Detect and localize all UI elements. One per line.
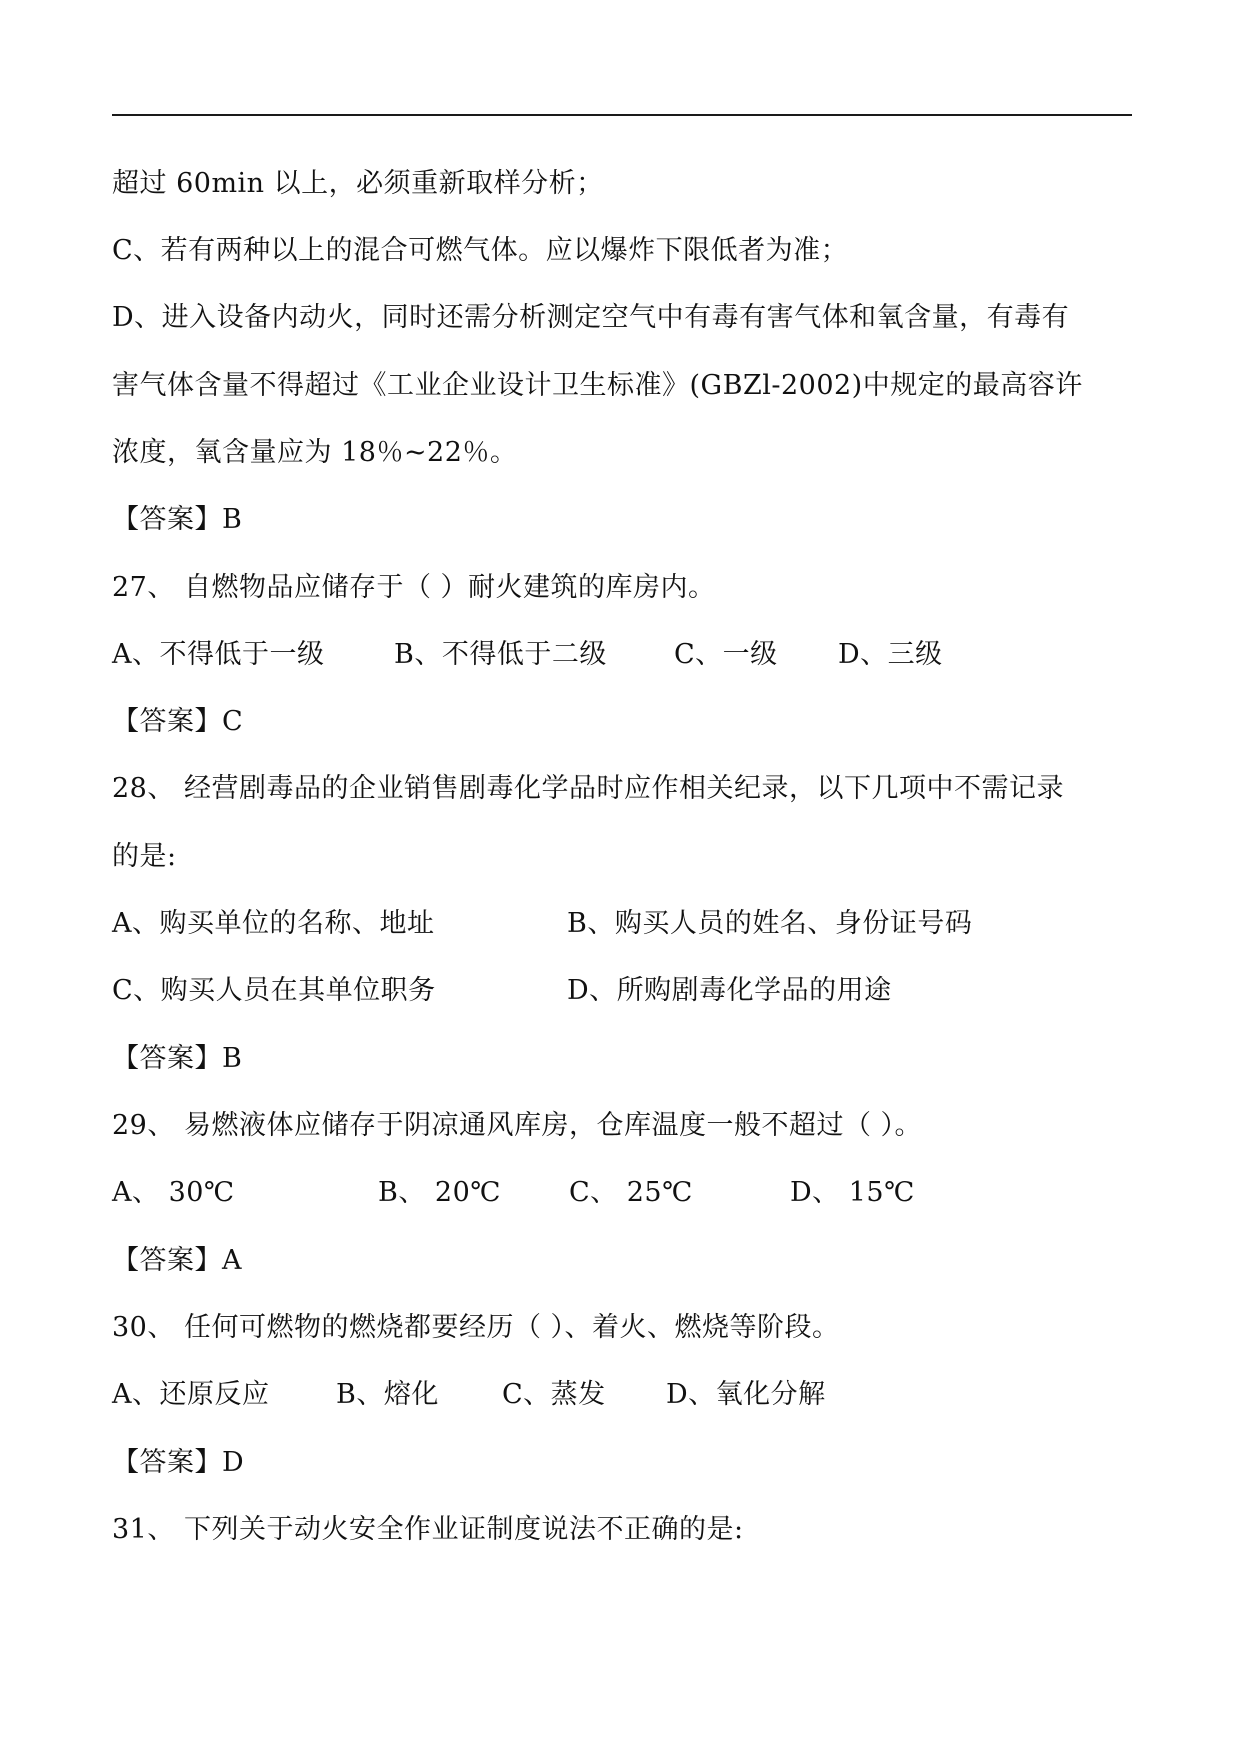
header-rule bbox=[112, 114, 1132, 116]
option-d-cont: 害气体含量不得超过《工业企业设计卫生标准》(GBZl-2002)中规定的最高容许 bbox=[112, 370, 1083, 401]
option-b: B、不得低于二级 bbox=[394, 639, 607, 670]
option-c: C、若有两种以上的混合可燃气体。应以爆炸下限低者为准； bbox=[112, 235, 849, 266]
question-28: 28、 经营剧毒品的企业销售剧毒化学品时应作相关纪录，以下几项中不需记录 bbox=[112, 773, 1064, 804]
question-27: 27、 自燃物品应储存于（ ）耐火建筑的库房内。 bbox=[112, 572, 716, 603]
intro-line: 超过 60min 以上，必须重新取样分析； bbox=[112, 168, 604, 199]
option-b: B、购买人员的姓名、身份证号码 bbox=[567, 908, 973, 939]
question-28-cont: 的是: bbox=[112, 841, 177, 872]
options-row bbox=[112, 637, 943, 673]
question-31: 31、 下列关于动火安全作业证制度说法不正确的是: bbox=[112, 1514, 744, 1545]
answer: 【答案】D bbox=[112, 1447, 245, 1478]
question-30: 30、 任何可燃物的燃烧都要经历（ ）、着火、燃烧等阶段。 bbox=[112, 1312, 840, 1343]
options-row bbox=[112, 1175, 915, 1211]
option-d: D、所购剧毒化学品的用途 bbox=[567, 975, 892, 1006]
option-d: D、进入设备内动火，同时还需分析测定空气中有毒有害气体和氧含量，有毒有 bbox=[112, 302, 1070, 333]
option-c: C、一级 bbox=[674, 639, 778, 670]
option-d: D、氧化分解 bbox=[666, 1379, 826, 1410]
option-d: D、三级 bbox=[838, 639, 943, 670]
option-c: C、购买人员在其单位职务 bbox=[112, 975, 436, 1006]
answer: 【答案】C bbox=[112, 706, 244, 737]
question-29: 29、 易燃液体应储存于阴凉通风库房，仓库温度一般不超过（ ）。 bbox=[112, 1110, 923, 1141]
answer: 【答案】A bbox=[112, 1245, 242, 1276]
options-row bbox=[112, 1377, 826, 1413]
option-a: A、不得低于一级 bbox=[112, 639, 325, 670]
option-b: B、熔化 bbox=[336, 1379, 439, 1410]
option-a: A、购买单位的名称、地址 bbox=[112, 908, 435, 939]
option-a: A、 30℃ bbox=[112, 1177, 235, 1208]
options-row bbox=[112, 906, 972, 942]
options-row bbox=[112, 973, 892, 1009]
option-c: C、 25℃ bbox=[569, 1177, 693, 1208]
option-c: C、蒸发 bbox=[502, 1379, 606, 1410]
answer: 【答案】B bbox=[112, 1043, 243, 1074]
answer: 【答案】B bbox=[112, 504, 243, 535]
option-b: B、 20℃ bbox=[378, 1177, 501, 1208]
option-a: A、还原反应 bbox=[112, 1379, 270, 1410]
option-d-cont: 浓度，氧含量应为 18％~22％。 bbox=[112, 437, 518, 468]
option-d: D、 15℃ bbox=[790, 1177, 915, 1208]
